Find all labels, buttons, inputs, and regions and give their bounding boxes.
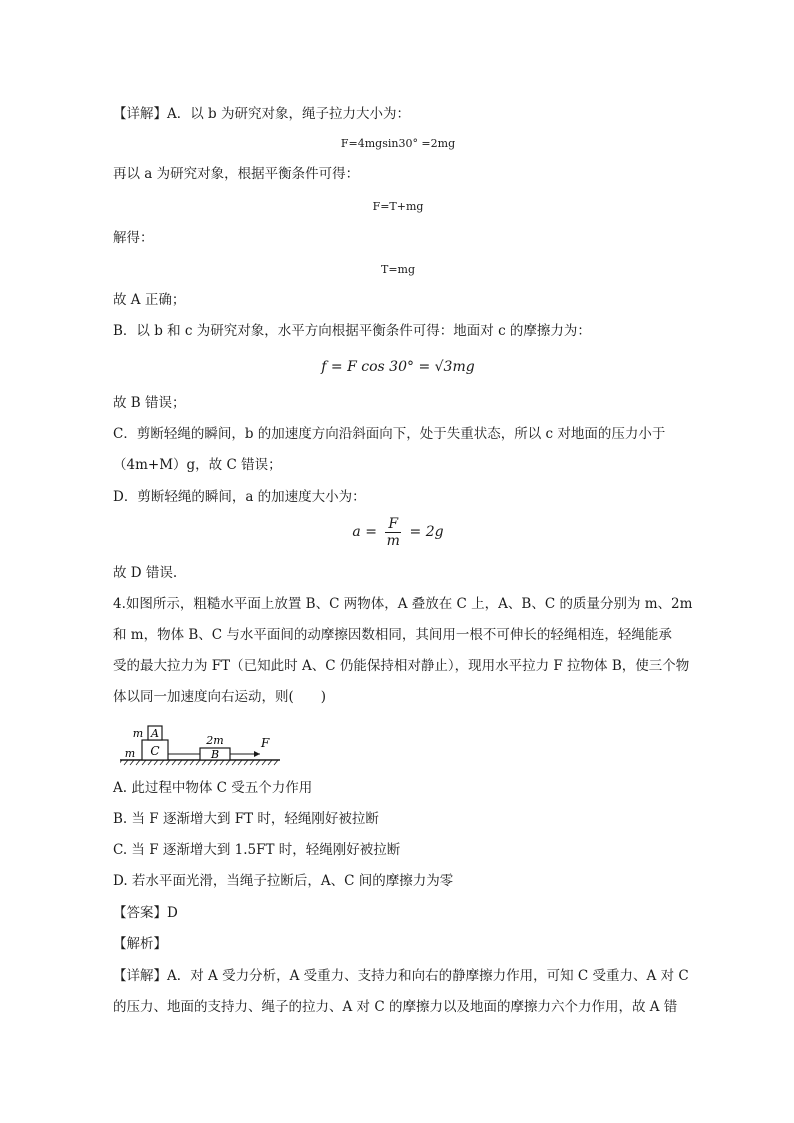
question-text: 受的最大拉力为 FT（已知此时 A、C 仍能保持相对静止），现用水平拉力 F 拉物体 B，使三个物 — [113, 658, 690, 674]
answer-label: 【答案】D — [113, 905, 178, 921]
fraction-numerator: F — [385, 516, 401, 533]
explanation-text: 的压力、地面的支持力、绳子的拉力、A 对 C 的摩擦力以及地面的摩擦力六个力作用，故 A 错 — [113, 999, 678, 1015]
question-text: 和 m，物体 B、C 与水平面间的动摩擦因数相同，其间用一根不可伸长的轻绳相连，轻绳能承 — [113, 627, 672, 643]
question-text: 4.如图所示，粗糙水平面上放置 B、C 两物体，A 叠放在 C 上，A、B、C 的质量分别为 m、2m — [113, 596, 693, 612]
block-c-mass: m — [124, 747, 136, 760]
analysis-label: 【解析】 — [113, 936, 167, 952]
option-d: D. 若水平面光滑，当绳子拉断后，A、C 间的摩擦力为零 — [113, 873, 454, 889]
force-label: F — [261, 736, 270, 750]
eq-rhs: = 2g — [409, 524, 444, 540]
block-c-label: C — [150, 744, 160, 758]
text-line: D．剪断轻绳的瞬间，a 的加速度大小为： — [113, 489, 366, 505]
text-line: （4m+M）g，故 C 错误； — [113, 457, 282, 473]
eq-lhs: a = — [352, 524, 377, 540]
text-line: 故 D 错误. — [113, 565, 178, 581]
option-a: A. 此过程中物体 C 受五个力作用 — [113, 780, 313, 796]
text-line: B．以 b 和 c 为研究对象，水平方向根据平衡条件可得：地面对 c 的摩擦力为： — [113, 323, 591, 339]
physics-diagram — [120, 720, 290, 770]
text-line: 【详解】A．以 b 为研究对象，绳子拉力大小为： — [113, 106, 410, 122]
fraction — [385, 516, 401, 549]
fraction-equation — [113, 512, 683, 552]
equation: F=4mgsin30° =2mg — [340, 137, 456, 150]
block-b-label: B — [210, 748, 220, 761]
explanation-text: 【详解】A．对 A 受力分析，A 受重力、支持力和向右的静摩擦力作用，可知 C 受重力、A 对 C — [113, 968, 689, 984]
block-a-label: A — [151, 727, 159, 740]
text-line: 再以 a 为研究对象，根据平衡条件可得： — [113, 166, 360, 182]
equation: F=T+mg — [372, 200, 424, 213]
question-text: 体以同一加速度向右运动，则( ) — [113, 689, 327, 705]
option-b: B. 当 F 逐渐增大到 FT 时，轻绳刚好被拉断 — [113, 811, 379, 827]
text-line: 解得： — [113, 230, 154, 246]
fraction-denominator: m — [386, 532, 400, 549]
arrowhead-icon — [254, 751, 260, 757]
text-line: 故 A 正确； — [113, 292, 186, 308]
block-a-mass: m — [132, 727, 144, 740]
option-c: C. 当 F 逐渐增大到 1.5FT 时，轻绳刚好被拉断 — [113, 842, 401, 858]
text-line: C．剪断轻绳的瞬间，b 的加速度方向沿斜面向下，处于失重状态，所以 c 对地面的压力小于 — [113, 426, 666, 442]
text-line: 故 B 错误； — [113, 395, 186, 411]
block-b-mass: 2m — [206, 734, 224, 747]
equation: f = F cos 30° = √3mg — [321, 359, 475, 375]
equation: T=mg — [380, 263, 416, 276]
